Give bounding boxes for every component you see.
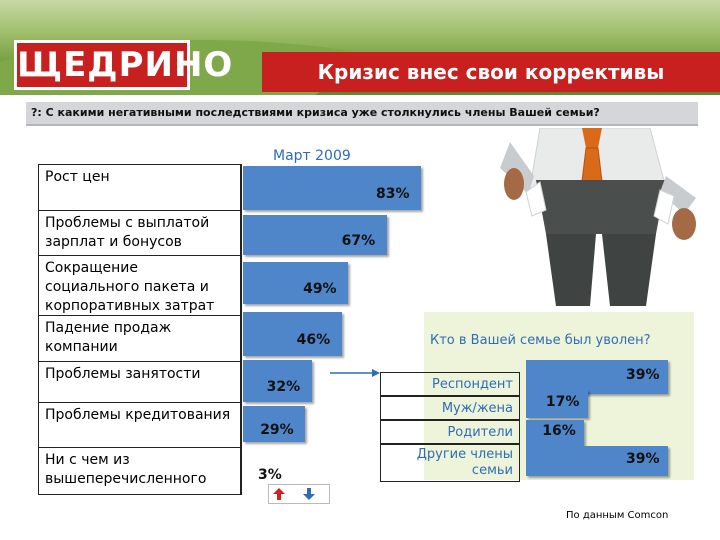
category-label: Рост цен — [38, 164, 242, 214]
category-label: Ни с чем из вышеперечисленного — [38, 447, 242, 495]
arrow-down-icon — [299, 486, 327, 502]
bar — [243, 452, 249, 486]
category-label: Падение продаж компании — [38, 315, 242, 363]
legend-icons — [268, 484, 330, 504]
category-label: Проблемы занятости — [38, 361, 242, 403]
arrow-up-icon — [269, 486, 297, 502]
data-label: 49% — [303, 281, 337, 297]
sub-data-label: 16% — [542, 423, 576, 439]
category-label: Проблемы кредитования — [38, 402, 242, 448]
chart-title: Март 2009 — [273, 148, 351, 164]
sub-category-label: Респондент — [380, 372, 520, 396]
sub-chart-title: Кто в Вашей семье был уволен? — [430, 333, 651, 348]
sub-category-label: Другие члены семьи — [380, 444, 520, 482]
category-label: Сокращение социального пакета и корпоративных затрат — [38, 255, 242, 316]
page-title: Кризис внес свои коррективы — [317, 60, 665, 84]
sub-data-label: 17% — [545, 394, 580, 410]
data-label: 29% — [260, 422, 294, 438]
category-label: Проблемы с выплатой зарплат и бонусов — [38, 210, 242, 260]
sub-data-label: 39% — [626, 451, 660, 467]
data-label: 46% — [296, 332, 331, 348]
data-label: 3% — [258, 467, 282, 483]
title-bar — [262, 52, 720, 92]
question-bar — [26, 102, 698, 126]
man-with-empty-pockets-image — [470, 128, 720, 306]
data-label: 67% — [341, 233, 376, 249]
source-note: По данным Comcon — [566, 510, 669, 521]
sub-category-label: Муж/жена — [380, 396, 520, 420]
survey-question: ?: С какими негативными последствиями кризиса уже столкнулись члены Вашей семьи? — [31, 106, 600, 119]
data-label: 83% — [376, 186, 410, 202]
sub-category-label: Родители — [380, 420, 520, 444]
arrow-right-icon — [330, 368, 380, 378]
sub-data-label: 39% — [626, 367, 660, 383]
brand-logo: ЩЕДРИНО — [14, 40, 190, 90]
data-label: 32% — [266, 379, 301, 395]
